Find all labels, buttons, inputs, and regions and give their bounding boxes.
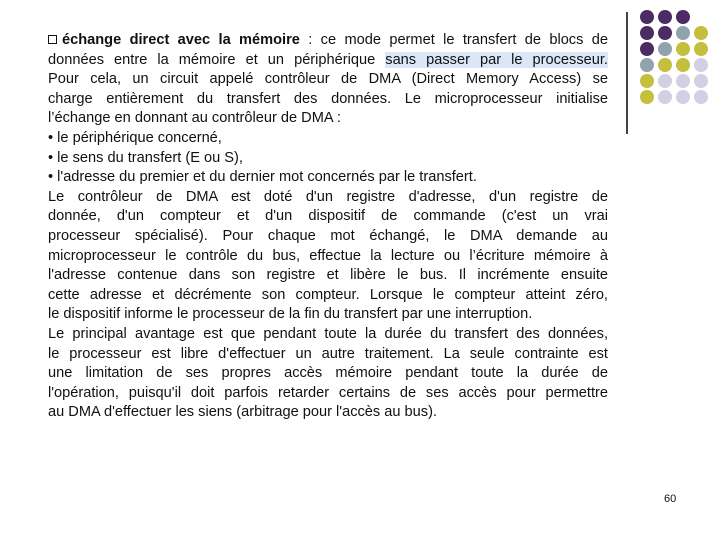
highlighted-text: sans passer par le processeur. — [385, 51, 608, 68]
decor-dot — [694, 58, 708, 72]
text-line — [48, 70, 608, 90]
heading-bold-term: échange direct avec la mémoire — [62, 32, 300, 48]
text-line — [48, 109, 608, 129]
decor-dot — [676, 58, 690, 72]
text-line — [48, 403, 608, 423]
text-segment: Pour cela, un circuit appelé contrôleur de DMA (Direct Memory Access) se — [48, 71, 608, 88]
text-segment: l'opération, puisqu'il doit parfois retarder certains de ses accès pour permettre — [48, 384, 608, 401]
decor-dot — [676, 90, 690, 104]
decorative-dot-grid — [640, 10, 708, 104]
text-line — [48, 90, 608, 110]
text-segment: le dispositif informe le processeur de la fin du transfert par une interruption. — [48, 306, 533, 323]
text-segment: charge entièrement du transfert des données. Le microprocesseur initialise — [48, 90, 608, 107]
decor-dot — [658, 90, 672, 104]
decor-dot — [694, 10, 708, 24]
text-segment: l’échange en donnant au contrôleur de DMA : — [48, 110, 341, 127]
text-line — [48, 168, 608, 188]
decor-dot — [658, 58, 672, 72]
decor-dot — [658, 74, 672, 88]
decor-dot — [658, 42, 672, 56]
text-segment: processeur spécialisé). Pour chaque mot échangé, le DMA demande au — [48, 227, 608, 244]
text-line — [48, 384, 608, 404]
text-segment: donnée, d'un compteur et d'un dispositif de commande (c'est un vrai — [48, 208, 608, 225]
decor-dot — [694, 42, 708, 56]
text-line — [48, 325, 608, 345]
decor-dot — [640, 42, 654, 56]
heading-continuation: : ce mode permet le transfert de blocs de — [299, 32, 608, 48]
checkbox-bullet-icon — [48, 35, 57, 44]
decor-dot — [640, 90, 654, 104]
decor-dot — [640, 58, 654, 72]
text-line — [48, 286, 608, 306]
decor-dot — [694, 90, 708, 104]
text-segment: • le sens du transfert (E ou S), — [48, 149, 243, 166]
decor-dot — [640, 74, 654, 88]
text-line — [48, 364, 608, 384]
decor-dot — [676, 26, 690, 40]
text-segment: • le périphérique concerné, — [48, 129, 222, 146]
decor-dot — [694, 74, 708, 88]
decor-dot — [658, 26, 672, 40]
page-number: 60 — [664, 493, 677, 505]
decor-dot — [694, 26, 708, 40]
text-segment: le processeur est libre d'effectuer un autre traitement. La seule contrainte est — [48, 345, 608, 362]
text-line — [48, 247, 608, 267]
decor-dot — [676, 74, 690, 88]
text-segment: une limitation de ses propres accès mémoire pendant toute la durée de — [48, 365, 608, 382]
text-line — [48, 207, 608, 227]
body-text-block — [48, 31, 608, 423]
text-segment: • l'adresse du premier et du dernier mot concernés par le transfert. — [48, 169, 477, 186]
text-segment: cette adresse et décrémente son compteur. Lorsque le compteur atteint zéro, — [48, 286, 608, 303]
text-line — [48, 188, 608, 208]
text-segment: l'adresse contenue dans son registre et libère le bus. Il incrémente ensuite — [48, 267, 608, 284]
text-line — [48, 149, 608, 169]
text-segment: Le contrôleur de DMA est doté d'un registre d'adresse, d'un registre de — [48, 188, 608, 205]
decor-dot — [640, 10, 654, 24]
text-line — [48, 266, 608, 286]
decor-dot — [676, 42, 690, 56]
text-segment: au DMA d'effectuer les siens (arbitrage pour l'accès au bus). — [48, 404, 437, 421]
text-segment: données entre la mémoire et un périphérique — [48, 51, 386, 68]
text-segment: microprocesseur le contrôle du bus, effectue la lecture ou l’écriture mémoire à — [48, 247, 608, 264]
decor-dot — [676, 10, 690, 24]
text-line — [48, 129, 608, 149]
text-line — [48, 227, 608, 247]
vertical-divider-line — [626, 12, 628, 134]
text-line-first — [48, 31, 608, 51]
decor-dot — [658, 10, 672, 24]
text-line — [48, 51, 608, 71]
text-line — [48, 345, 608, 365]
text-line — [48, 305, 608, 325]
text-segment: Le principal avantage est que pendant toute la durée du transfert des données, — [48, 325, 608, 342]
decor-dot — [640, 26, 654, 40]
